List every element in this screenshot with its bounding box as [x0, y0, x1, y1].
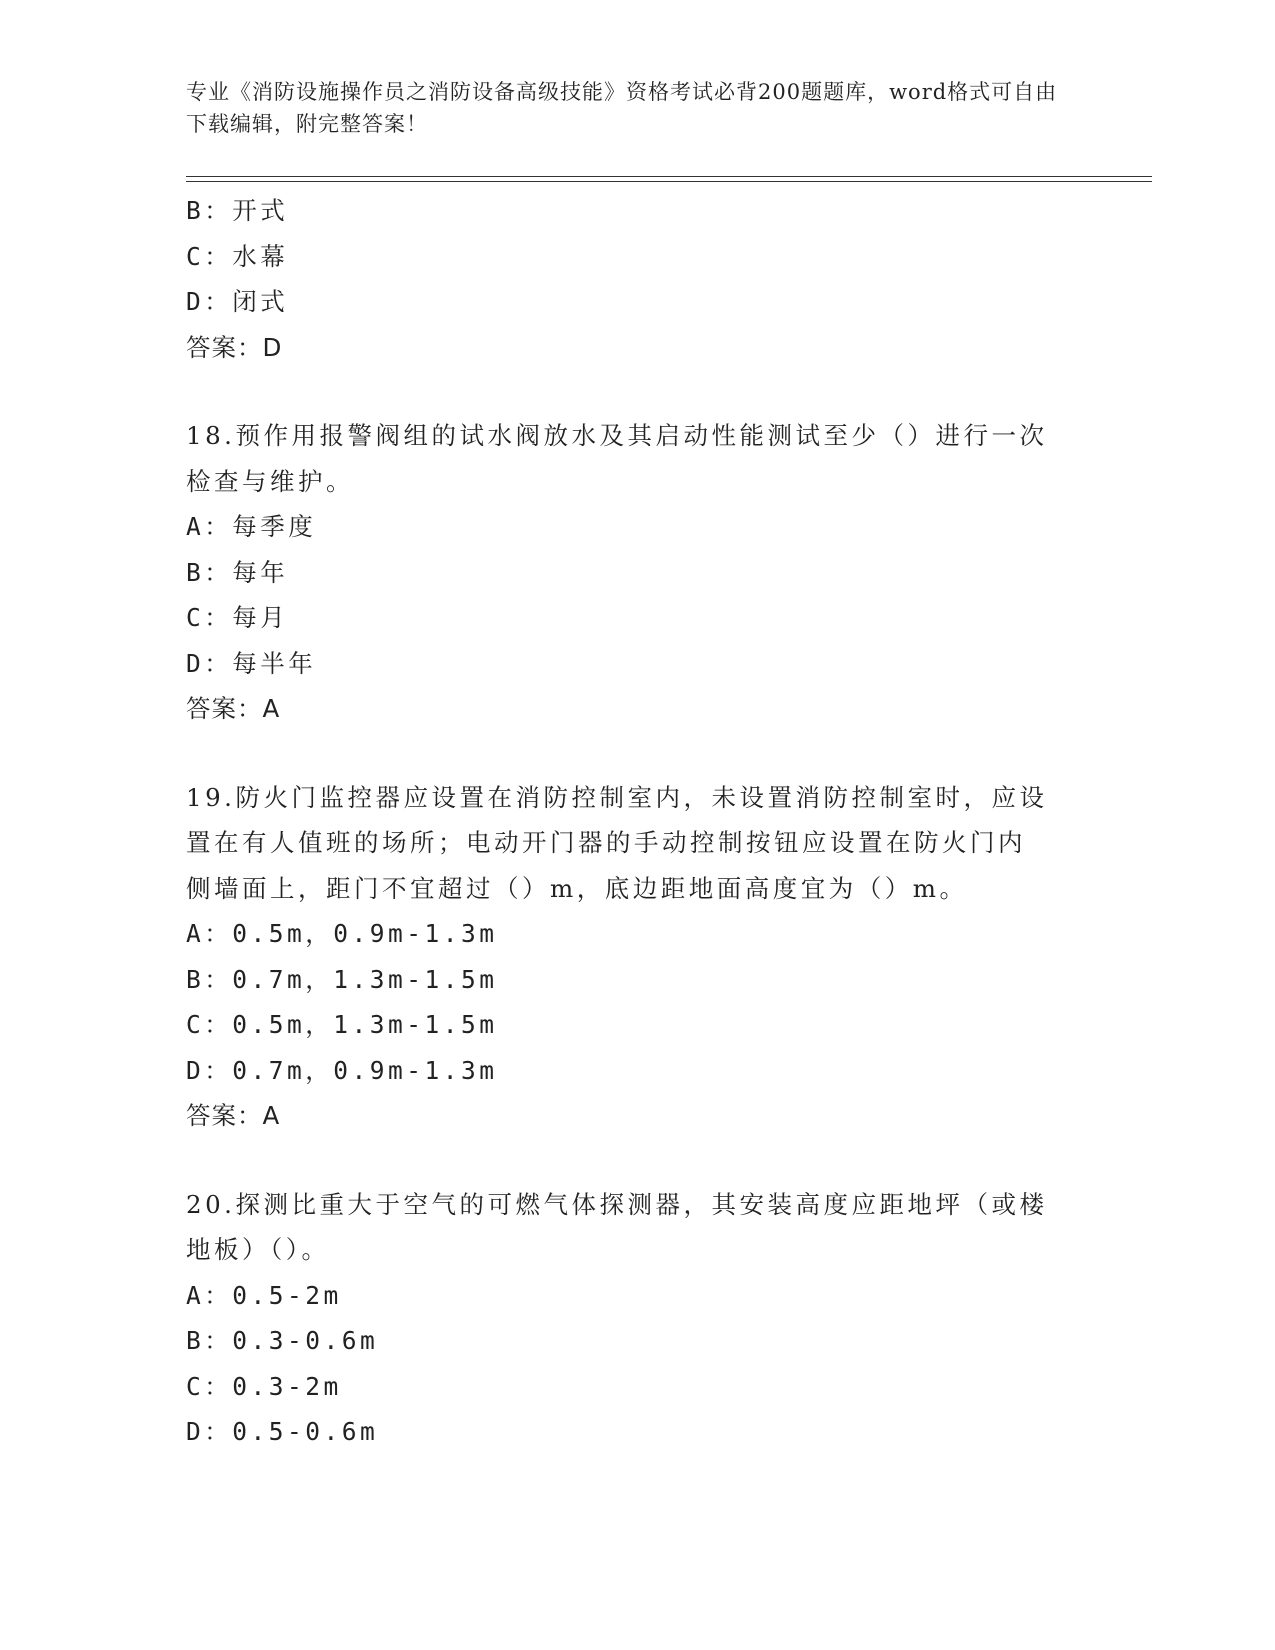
header-divider-thin — [186, 181, 1152, 182]
option-b: B：0.7m，1.3m-1.5m — [186, 964, 498, 994]
answer-line: 答案：D — [186, 332, 283, 362]
option-a: A：0.5-2m — [186, 1280, 342, 1310]
question-text-line: 19.防火门监控器应设置在消防控制室内，未设置消防控制室时，应设 — [186, 782, 1048, 812]
option-b: B：0.3-0.6m — [186, 1326, 379, 1355]
question-text-line: 20.探测比重大于空气的可燃气体探测器，其安装高度应距地坪（或楼 — [186, 1189, 1048, 1219]
question-20 — [186, 1182, 1106, 1455]
answer-line: 答案：A — [186, 1101, 281, 1130]
option-d: D：0.5-0.6m — [186, 1417, 379, 1446]
spacer — [186, 1139, 1106, 1182]
question-18 — [186, 413, 1106, 732]
option-a: A：每季度 — [186, 512, 317, 541]
question-17-tail — [186, 188, 1106, 370]
option-b: B：开式 — [186, 196, 289, 225]
question-text-line: 侧墙面上，距门不宜超过（）m，底边距地面高度宜为（）m。 — [186, 873, 968, 903]
option-c: C：水幕 — [186, 241, 289, 271]
option-d: D：0.7m，0.9m-1.3m — [186, 1055, 498, 1085]
document-header: 专业《消防设施操作员之消防设备高级技能》资格考试必背200题题库，word格式可自由下载编辑，附完整答案！ — [186, 80, 1058, 136]
option-c: C：0.3-2m — [186, 1371, 342, 1401]
question-text-line: 检查与维护。 — [186, 466, 354, 496]
option-c: C：每月 — [186, 603, 289, 632]
question-content — [186, 188, 1106, 1455]
question-text-line: 置在有人值班的场所；电动开门器的手动控制按钮应设置在防火门内 — [186, 828, 1026, 857]
question-19 — [186, 775, 1106, 1139]
option-d: D：闭式 — [186, 287, 289, 316]
question-text-line: 18.预作用报警阀组的试水阀放水及其启动性能测试至少（）进行一次 — [186, 421, 1048, 450]
option-d: D：每半年 — [186, 648, 317, 678]
spacer — [186, 732, 1106, 775]
option-a: A：0.5m，0.9m-1.3m — [186, 919, 498, 948]
header-divider-thick — [186, 176, 1152, 177]
answer-line: 答案：A — [186, 694, 281, 723]
option-c: C：0.5m，1.3m-1.5m — [186, 1010, 498, 1039]
spacer — [186, 370, 1106, 413]
option-b: B：每年 — [186, 557, 289, 587]
question-text-line: 地板）（）。 — [186, 1235, 330, 1264]
